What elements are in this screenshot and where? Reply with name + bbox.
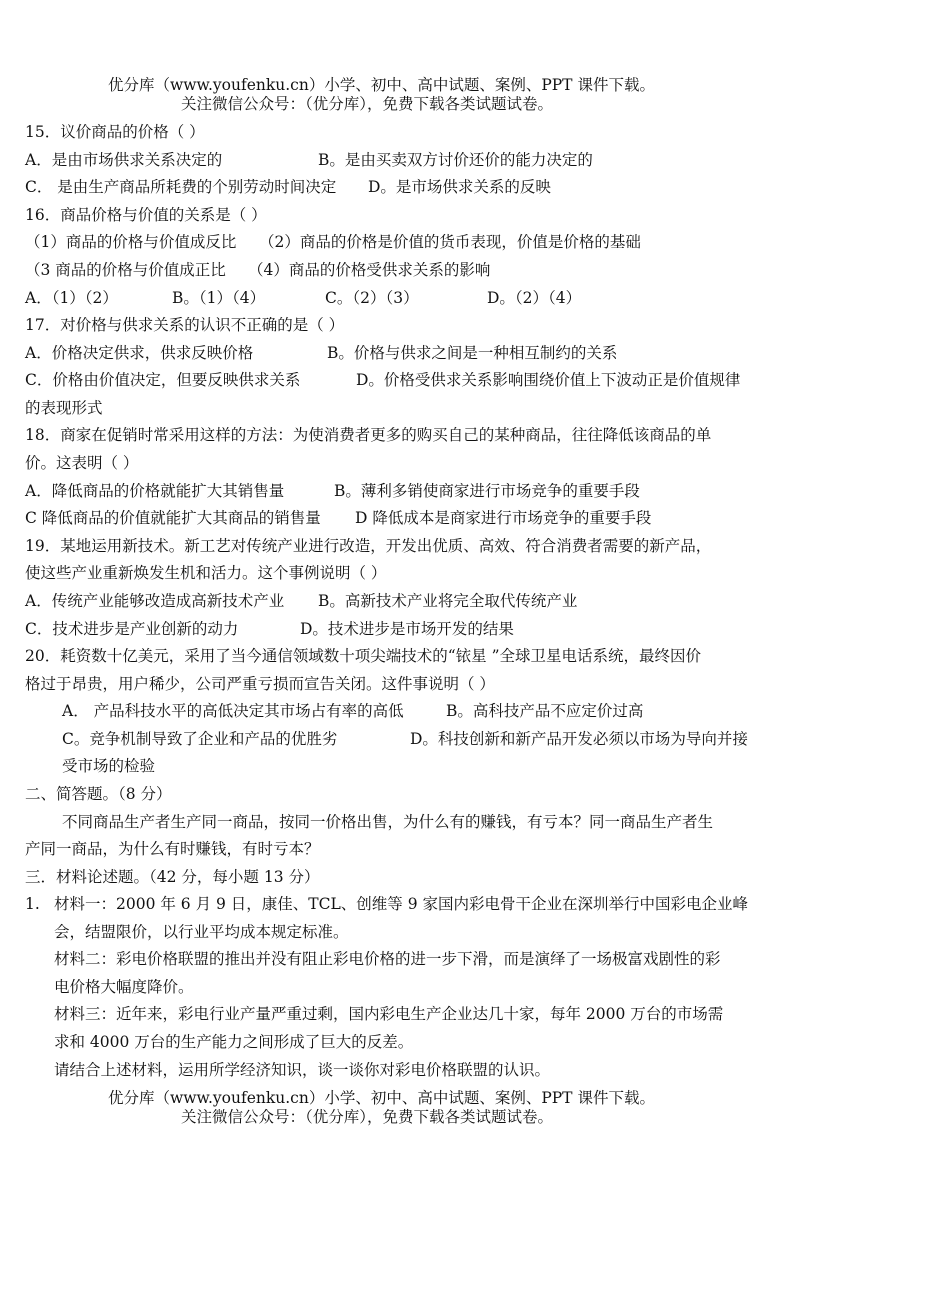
header-line-1: 优分库（www.youfenku.cn）小学、初中、高中试题、案例、PPT 课件下载。 xyxy=(108,76,655,94)
q15-stem: 15．议价商品的价格（ ） xyxy=(25,123,205,141)
q19-stem: 19．某地运用新技术。新工艺对传统产业进行改造，开发出优质、高效、符合消费者需要的新产品， xyxy=(25,537,712,555)
q17-option-d: D。价格受供求关系影响围绕价值上下波动正是价值规律 xyxy=(356,371,741,389)
q16-option-b: B。（1）（4） xyxy=(172,289,266,307)
q18-option-c: C 降低商品的价值就能扩大其商品的销售量 xyxy=(25,509,321,527)
q15-option-b: B。是由买卖双方讨价还价的能力决定的 xyxy=(318,151,593,169)
q16-stem: 16．商品价格与价值的关系是（ ） xyxy=(25,206,267,224)
q17-stem: 17．对价格与供求关系的认识不正确的是（ ） xyxy=(25,316,345,334)
q17-option-d-cont: 的表现形式 xyxy=(25,399,103,417)
q16-statement-2: （2）商品的价格是价值的货币表现，价值是价格的基础 xyxy=(259,233,641,251)
section-2-title: 二、简答题。（8 分） xyxy=(25,785,172,803)
material-2: 材料二：彩电价格联盟的推出并没有阻止彩电价格的进一步下滑，而是演绎了一场极富戏剧性的彩 xyxy=(54,950,721,968)
q18-option-d: D 降低成本是商家进行市场竞争的重要手段 xyxy=(355,509,652,527)
q16-statement-4: （4）商品的价格受供求关系的影响 xyxy=(248,261,491,279)
q19-option-d: D。技术进步是市场开发的结果 xyxy=(300,620,514,638)
material-3-cont: 求和 4000 万台的生产能力之间形成了巨大的反差。 xyxy=(54,1033,414,1051)
footer-line-1: 优分库（www.youfenku.cn）小学、初中、高中试题、案例、PPT 课件下载。 xyxy=(108,1089,655,1107)
q16-statement-3: （3 商品的价格与价值成正比 xyxy=(25,261,226,279)
q17-option-c: C．价格由价值决定，但要反映供求关系 xyxy=(25,371,301,389)
q20-option-d-cont: 受市场的检验 xyxy=(62,757,156,775)
q16-statement-1: （1）商品的价格与价值成反比 xyxy=(25,233,237,251)
section-3-item-number: 1. xyxy=(25,895,40,913)
q20-stem-cont: 格过于昂贵，用户稀少，公司严重亏损而宣告关闭。这件事说明（ ） xyxy=(25,675,495,693)
q15-option-d: D。是市场供求关系的反映 xyxy=(368,178,551,196)
q19-option-a: A．传统产业能够改造成高新技术产业 xyxy=(25,592,285,610)
q19-option-b: B。高新技术产业将完全取代传统产业 xyxy=(318,592,578,610)
q17-option-a: A．价格决定供求，供求反映价格 xyxy=(25,344,254,362)
section-3-prompt: 请结合上述材料，运用所学经济知识，谈一谈你对彩电价格联盟的认识。 xyxy=(54,1061,551,1079)
header-line-2: 关注微信公众号：（优分库），免费下载各类试题试卷。 xyxy=(181,95,554,113)
material-3: 材料三：近年来，彩电行业产量严重过剩，国内彩电生产企业达几十家，每年 2000 万台的市场需 xyxy=(54,1005,724,1023)
q19-option-c: C．技术进步是产业创新的动力 xyxy=(25,620,239,638)
material-2-cont: 电价格大幅度降价。 xyxy=(54,978,194,996)
q20-option-d: D。科技创新和新产品开发必须以市场为导向并接 xyxy=(410,730,748,748)
section-3-title: 三．材料论述题。（42 分，每小题 13 分） xyxy=(25,868,320,886)
q16-option-c: C。（2）（3） xyxy=(325,289,419,307)
q18-option-a: A．降低商品的价格就能扩大其销售量 xyxy=(25,482,285,500)
q15-option-c: C． 是由生产商品所耗费的个别劳动时间决定 xyxy=(25,178,337,196)
q18-stem: 18．商家在促销时常采用这样的方法：为使消费者更多的购买自己的某种商品，往往降低该商品的单 xyxy=(25,426,712,444)
material-1-cont: 会，结盟限价，以行业平均成本规定标准。 xyxy=(54,923,349,941)
q20-stem: 20．耗资数十亿美元，采用了当今通信领域数十项尖端技术的“铱星 ”全球卫星电话系统，最终因价 xyxy=(25,647,702,665)
q16-option-d: D。（2）（4） xyxy=(487,289,582,307)
q19-stem-cont: 使这些产业重新焕发生机和活力。这个事例说明（ ） xyxy=(25,564,387,582)
q20-option-c: C。竞争机制导致了企业和产品的优胜劣 xyxy=(62,730,338,748)
material-1: 材料一：2000 年 6 月 9 日，康佳、TCL、创维等 9 家国内彩电骨干企业在深圳举行中国彩电企业峰 xyxy=(54,895,749,913)
q17-option-b: B。价格与供求之间是一种相互制约的关系 xyxy=(327,344,618,362)
footer-line-2: 关注微信公众号：（优分库），免费下载各类试题试卷。 xyxy=(181,1108,554,1126)
q20-option-b: B。高科技产品不应定价过高 xyxy=(446,702,644,720)
q18-option-b: B。薄利多销使商家进行市场竞争的重要手段 xyxy=(334,482,640,500)
q16-option-a: A．（1）（2） xyxy=(25,289,118,307)
q20-option-a: A． 产品科技水平的高低决定其市场占有率的高低 xyxy=(62,702,404,720)
section-2-body: 不同商品生产者生产同一商品，按同一价格出售，为什么有的赚钱，有亏本？同一商品生产者生 xyxy=(62,813,714,831)
q15-option-a: A．是由市场供求关系决定的 xyxy=(25,151,223,169)
q18-stem-cont: 价。这表明（ ） xyxy=(25,454,139,472)
section-2-body-cont: 产同一商品，为什么有时赚钱，有时亏本？ xyxy=(25,840,320,858)
